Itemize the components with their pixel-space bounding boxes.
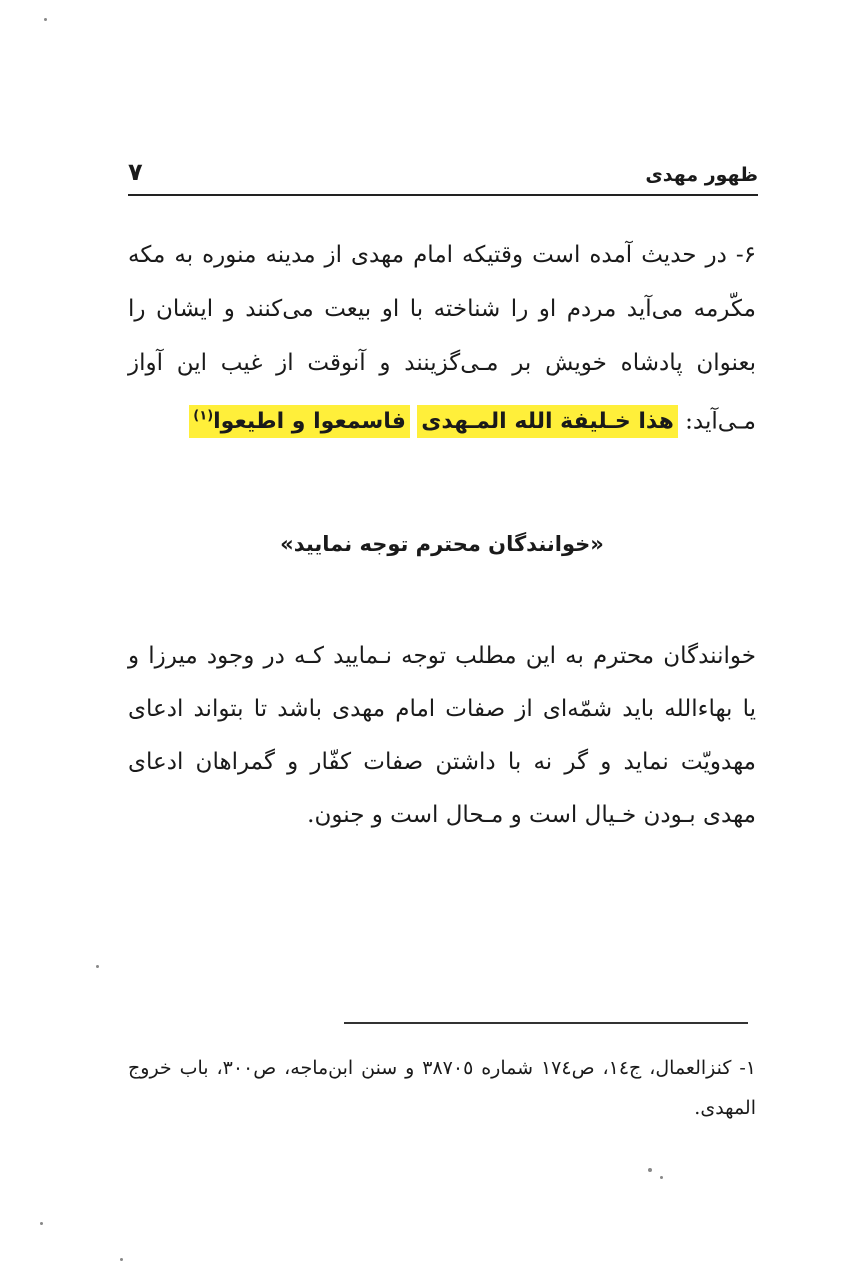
scan-speck: [648, 1168, 652, 1172]
running-title: ظهور مهدی: [645, 164, 758, 186]
page-number: ۷: [128, 158, 143, 186]
footnote-separator: [344, 1022, 748, 1024]
scan-speck: [40, 1222, 43, 1225]
highlighted-quote-text: فاسمعوا و اطیعوا: [213, 409, 406, 435]
scan-speck: [44, 18, 47, 21]
scan-speck: [120, 1258, 123, 1261]
footnote-reference: (۱): [193, 409, 214, 424]
scan-speck: [660, 1176, 663, 1179]
page-header: [128, 158, 758, 194]
hadith-text: ۶- در حدیث آمده است وقتیکه امام مهدی از مدینه منوره به مکه مکّرمه می‌آید مردم او را شناخته با او بیعت می‌کنند و ایشان را بعنوان پادشاه خویش بر مـی‌گزینند و آنوقت از غیب این آواز مـی‌آید:: [128, 242, 756, 435]
footnote: ۱- كنزالعمال، ج١٤، ص١٧٤ شماره ٣٨٧٠٥ و سنن ابن‌ماجه، ص٣٠٠، باب خروج المهدی.: [128, 1057, 756, 1119]
header-rule: [128, 194, 758, 196]
readers-note-paragraph: خوانندگان محترم به این مطلب توجه نـمایید کـه در وجود میرزا و یا بهاءالله باید شمّه‌ای از صفات امام مهدی باشد تا بتواند ادعای مهدویّت نماید و گر نه با داشتن صفات کفّار و گمراهان ادعای مهدی بـودن خـیال است و مـحال است و جنون.: [128, 643, 756, 828]
highlighted-quote-part-1: هذا خـليفة الله المـهدی: [417, 405, 678, 438]
section-heading: «خوانندگان محترم توجه نمایید»: [280, 532, 604, 556]
scan-speck: [96, 965, 99, 968]
hadith-paragraph: [128, 228, 756, 449]
highlighted-quote-part-2: [189, 405, 410, 438]
